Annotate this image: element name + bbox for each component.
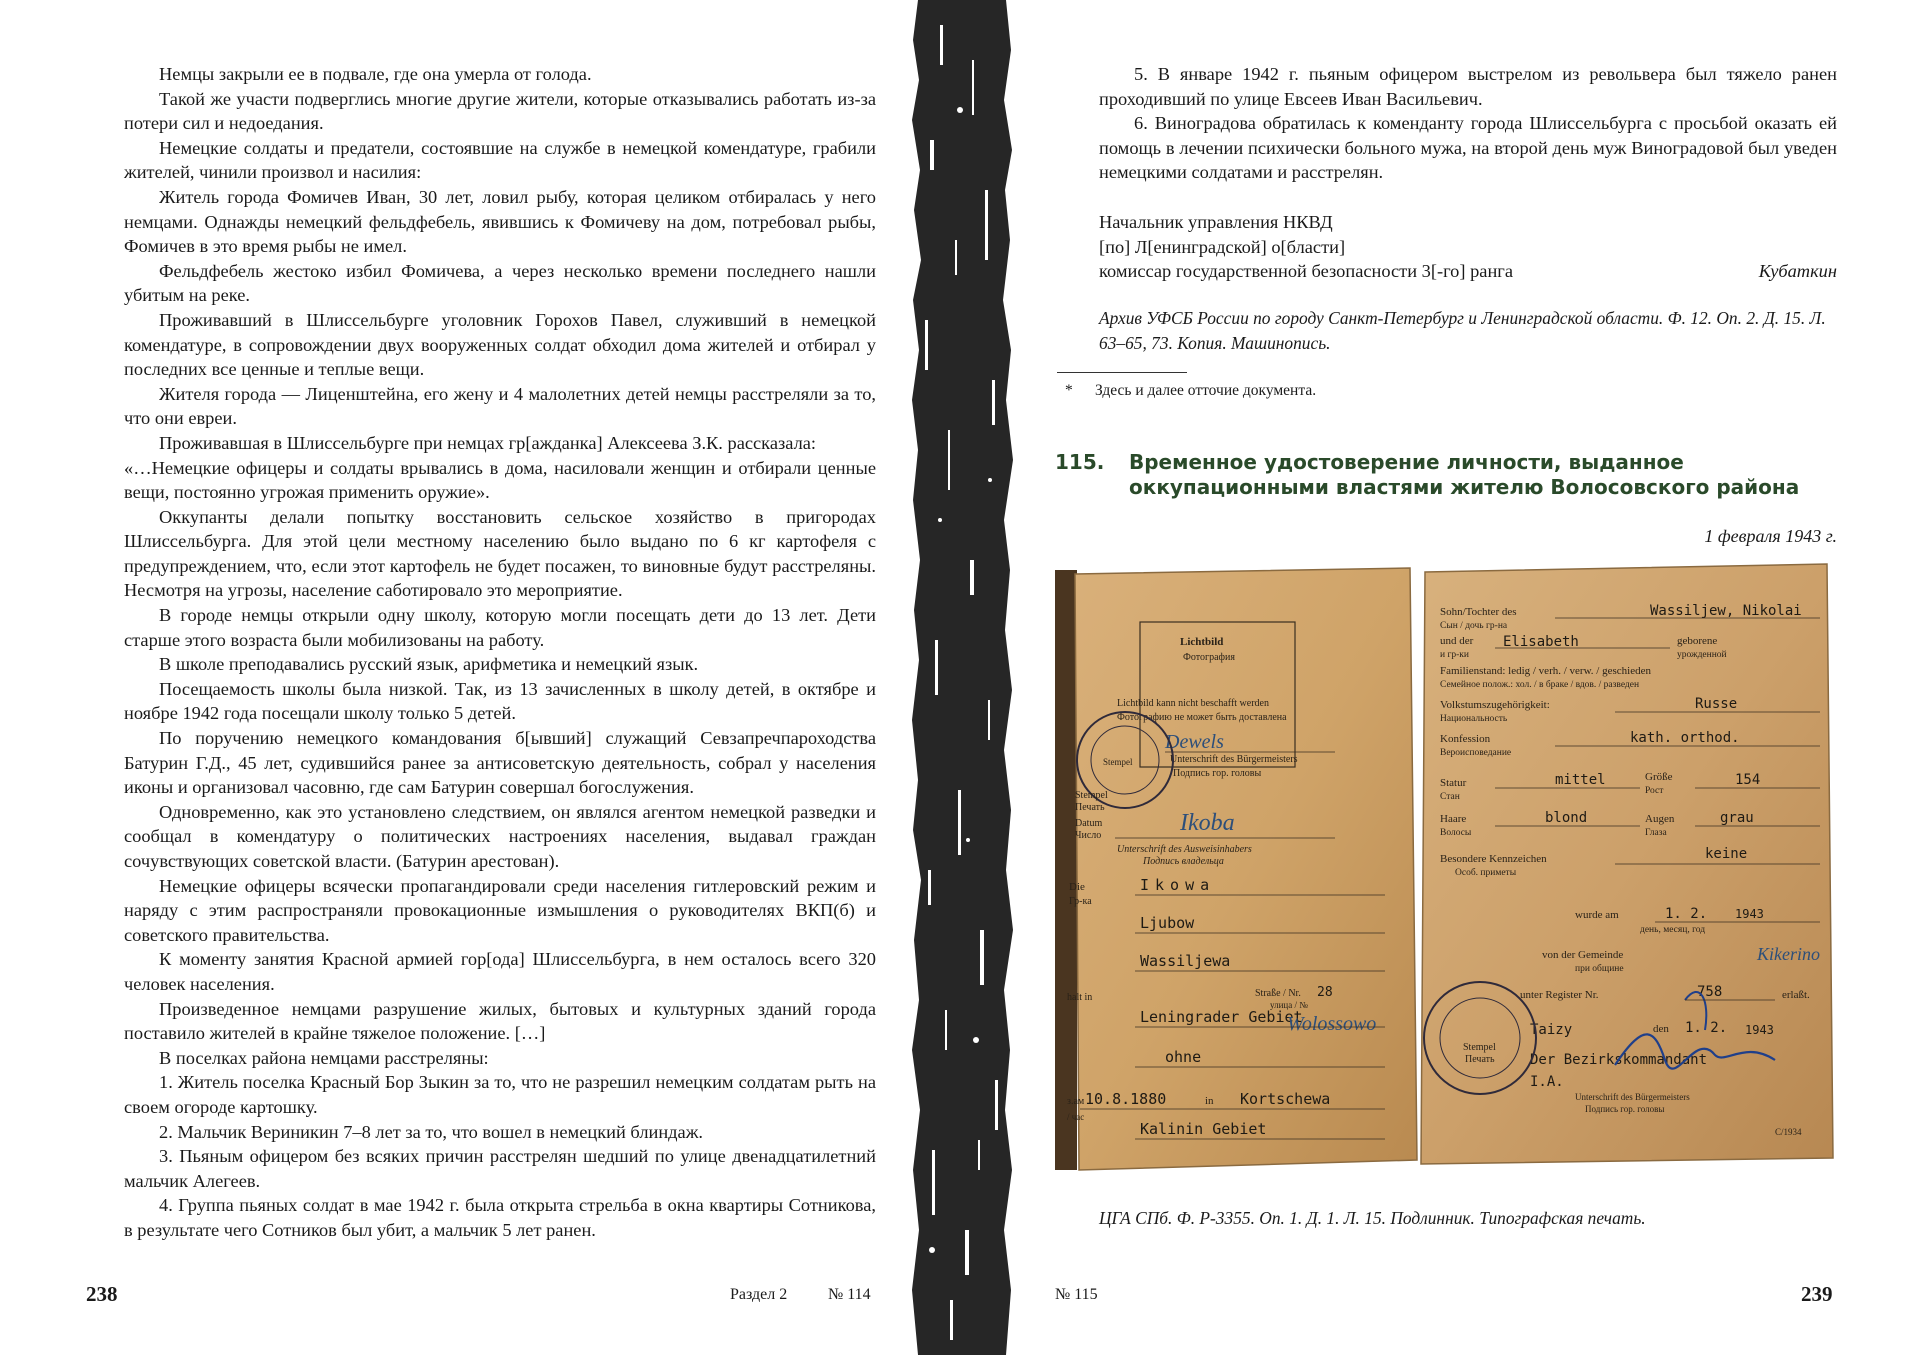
house-number: 28 bbox=[1317, 985, 1333, 1000]
district-handwritten: Wolossowo bbox=[1287, 1013, 1377, 1035]
height-label: Größe bbox=[1645, 771, 1673, 783]
born-label: geborene bbox=[1677, 635, 1718, 647]
build-value: mittel bbox=[1555, 772, 1606, 788]
side-label-1: halt in bbox=[1067, 992, 1093, 1003]
document-title: Временное удостоверение личности, выданное оккупационными властями жителю Волосовского района bbox=[1129, 450, 1800, 499]
build-label-ru: Стан bbox=[1440, 792, 1460, 802]
holder-first-name: Ljubow bbox=[1140, 914, 1195, 932]
street-label-ru: улица / № bbox=[1270, 1000, 1308, 1010]
height-value: 154 bbox=[1735, 772, 1761, 788]
left-paragraph: В городе немцы открыли одну школу, которую могли посещать дети до 13 лет. Дети старше этого возраста были мобилизованы на работу. bbox=[124, 605, 876, 650]
photo-caption: ЦГА СПб. Ф. Р-3355. Оп. 1. Д. 1. Л. 15. Подлинник. Типографская печать. bbox=[1099, 1208, 1646, 1228]
left-paragraph: 4. Группа пьяных солдат в мае 1942 г. была открыта стрельба в окна квартиры Сотникова, в результате чего Сотников был убит, а мальчик 5 лет ранен. bbox=[124, 1195, 876, 1240]
left-paragraph: Немецкие солдаты и предатели, состоявшие на службе в немецкой комендатуре, грабили жителей, чинили произвол и насилия: bbox=[124, 137, 876, 183]
notice-de: Lichtbild kann nicht beschafft werden bbox=[1117, 698, 1269, 709]
signature-name: Кубаткин bbox=[1758, 261, 1837, 282]
issue-date-2: 1. 2. bbox=[1685, 1020, 1728, 1036]
holder-surname: Ikowa bbox=[1140, 876, 1216, 894]
left-paragraph: Фельдфебель жестоко избил Фомичева, а через несколько времени последнего нашли убитым на реке. bbox=[124, 260, 876, 306]
marks-label-ru: Особ. приметы bbox=[1455, 868, 1517, 878]
stamp-de-left: Stempel bbox=[1075, 790, 1108, 801]
and-label-ru: и гр-ки bbox=[1440, 650, 1469, 660]
height-label-ru: Рост bbox=[1645, 786, 1664, 796]
ethnicity-value: Russe bbox=[1695, 696, 1738, 712]
signature-line-2: [по] Л[енинградской] о[бласти] bbox=[1099, 236, 1346, 257]
left-paragraph: Проживавший в Шлиссельбурге уголовник Горохов Павел, служивший в немецкой комендатуре, в сопровождении двух вооруженных солдат обходил дома жителей и отбирал у последних все ценные и теплые вещи. bbox=[124, 309, 876, 380]
eyes-label: Augen bbox=[1645, 813, 1675, 825]
left-paragraph: 3. Пьяным офицером без всяких причин расстрелян шедший по улице двенадцатилетний мальчик Алегеев. bbox=[124, 1146, 876, 1191]
community-handwritten: Kikerino bbox=[1757, 944, 1820, 964]
mother-name: Elisabeth bbox=[1503, 634, 1579, 650]
archive-note: Архив УФСБ России по городу Санкт-Петербург и Ленинградской области. Ф. 12. Оп. 2. Д. 15. Л. 63–65, 73. Копия. Машинопись. bbox=[1099, 308, 1826, 353]
left-paragraph: «…Немецкие офицеры и солдаты врывались в дома, насиловали женщин и отбирали ценные вещи, постоянно угрожая применить оружие». bbox=[124, 457, 876, 503]
left-paragraph: По поручению немецкого командования б[ывший] служащий Севзапречпароходства Батурин Г.Д., 45 лет, судившийся ранее за антисоветскую деятельность, собрал у населения иконы и организовал часовню, где сам Батурин совершал богослужения. bbox=[124, 728, 876, 798]
left-paragraph: Житель города Фомичев Иван, 30 лет, ловил рыбу, которая целиком отбиралась у него немцами. Однажды немецкий фельдфебель, явившись к Фомичеву на дом, потребовал рыбы, Фомичев в это время рыбы не имел. bbox=[124, 186, 876, 257]
footnote-text: Здесь и далее отточие документа. bbox=[1095, 382, 1317, 399]
left-paragraph: К моменту занятия Красной армией гор[ода] Шлиссельбурга, в нем осталось всего 320 человек населения. bbox=[124, 949, 876, 994]
running-head-section: Раздел 2 bbox=[730, 1286, 788, 1303]
left-paragraph: 2. Мальчик Вериникин 7–8 лет за то, что вошел в немецкий блиндаж. bbox=[159, 1121, 704, 1142]
photo-box-label-ru: Фотография bbox=[1183, 652, 1235, 663]
document-date: 1 февраля 1943 г. bbox=[1704, 526, 1837, 546]
and-label: und der bbox=[1440, 635, 1474, 647]
id-card-photo bbox=[1055, 560, 1840, 1175]
running-head-doc-ref: № 114 bbox=[828, 1286, 871, 1303]
religion-label: Konfession bbox=[1440, 733, 1491, 745]
district: Leningrader Gebiet bbox=[1140, 1008, 1303, 1026]
date-ru-left: Число bbox=[1075, 830, 1102, 841]
left-paragraph: Немецкие офицеры всячески пропагандировали среди населения гитлеровский режим и наряду с этим распространяли провокационные измышления о руководителях ВКП(б) и советского правительства. bbox=[124, 875, 876, 945]
left-paragraph: Произведенное немцами разрушение жилых, бытовых и культурных зданий города поставило жителей в крайне тяжелое положение. […] bbox=[124, 998, 876, 1044]
footnote-rule bbox=[1057, 372, 1187, 373]
left-body-text bbox=[124, 62, 876, 1243]
community-label-ru: при общине bbox=[1575, 964, 1624, 974]
eyes-value: grau bbox=[1720, 810, 1754, 826]
running-head-doc-ref-right: № 115 bbox=[1055, 1286, 1098, 1303]
born-label-ru: урожденной bbox=[1677, 650, 1727, 660]
side-label-3: / час bbox=[1067, 1112, 1085, 1122]
father-name: Wassiljew, Nikolai bbox=[1650, 603, 1802, 619]
issuer-line-2: I.A. bbox=[1530, 1074, 1564, 1090]
signature-line-1: Начальник управления НКВД bbox=[1099, 212, 1333, 232]
hair-value: blond bbox=[1545, 810, 1588, 826]
page-number-left: 238 bbox=[86, 1282, 118, 1306]
ethnicity-label-ru: Национальность bbox=[1440, 714, 1508, 724]
stamp-ru-left: Печать bbox=[1075, 802, 1105, 813]
birth-place: Kortschewa bbox=[1240, 1090, 1331, 1108]
birth-in-label: in bbox=[1205, 1095, 1214, 1107]
left-paragraph: Оккупанты делали попытку восстановить сельское хозяйство в пригородах Шлиссельбурга. Для этой цели местному населению было выдано по 6 кг картофеля с предупреждением, что, если этот картофель не будет посажен, то виновные будут расстреляны. Несмотря на угрозы, население саботировало это мероприятие. bbox=[124, 506, 876, 601]
stamp-ru-right: Печать bbox=[1465, 1054, 1495, 1065]
issuer-line-1: Der Bezirkskommandant bbox=[1530, 1052, 1708, 1068]
hair-label: Haare bbox=[1440, 813, 1467, 825]
register-label: unter Register Nr. bbox=[1520, 989, 1599, 1001]
religion-label-ru: Вероисповедание bbox=[1440, 748, 1512, 758]
marks-value: keine bbox=[1705, 846, 1748, 862]
community-label: von der Gemeinde bbox=[1542, 949, 1624, 961]
issued-year: 1943 bbox=[1735, 907, 1764, 921]
label-die: Die bbox=[1069, 881, 1085, 893]
issuer-sig-de: Unterschrift des Bürgermeisters bbox=[1575, 1092, 1690, 1102]
notice-ru: Фотографию не может быть доставлена bbox=[1117, 712, 1287, 723]
right-paragraph: 5. В январе 1942 г. пьяным офицером выстрелом из револьвера был тяжело ранен проходивший по улице Евсеев Иван Васильевич. bbox=[1099, 64, 1837, 109]
left-paragraph: В поселках района немцами расстреляны: bbox=[159, 1047, 489, 1068]
left-paragraph: Немцы закрыли ее в подвале, где она умерла от голода. bbox=[159, 64, 592, 84]
erlasst-label: erlaßt. bbox=[1782, 989, 1810, 1001]
label-die-ru: Гр-ка bbox=[1069, 896, 1092, 907]
left-paragraph: Жителя города — Лиценштейна, его жену и 4 малолетних детей немцы расстреляли за то, что они евреи. bbox=[124, 383, 876, 429]
ethnicity-label: Volkstumszugehörigkeit: bbox=[1440, 699, 1550, 711]
family-label: Familienstand: ledig / verh. / verw. / geschieden bbox=[1440, 665, 1651, 677]
form-number: C/1934 bbox=[1775, 1127, 1802, 1137]
mayor-sig-de: Unterschrift des Bürgermeisters bbox=[1170, 754, 1298, 765]
family-label-ru: Семейное полож.: хол. / в браке / вдов. / разведен bbox=[1440, 680, 1640, 690]
religion-value: kath. orthod. bbox=[1630, 730, 1740, 746]
issued-label: wurde am bbox=[1575, 909, 1619, 921]
signature-line-3: комиссар государственной безопасности 3[-го] ранга bbox=[1099, 261, 1514, 282]
den-label: den bbox=[1653, 1023, 1669, 1035]
occupation: ohne bbox=[1165, 1048, 1202, 1066]
stamp-de-right: Stempel bbox=[1463, 1042, 1496, 1053]
stamp-label-left: Stempel bbox=[1103, 757, 1133, 767]
left-page bbox=[0, 0, 910, 1355]
register-number: 758 bbox=[1697, 984, 1723, 1000]
footnote bbox=[1065, 382, 1316, 400]
photo-box-label-de: Lichtbild bbox=[1180, 636, 1224, 648]
issue-town: Taizy bbox=[1530, 1022, 1573, 1038]
holder-patronymic: Wassiljewa bbox=[1140, 952, 1231, 970]
svg-text:Dewels: Dewels bbox=[1165, 731, 1224, 753]
svg-text:Ikoba: Ikoba bbox=[1180, 810, 1235, 836]
left-paragraph: Посещаемость школы была низкой. Так, из 13 зачисленных в школу детей, в октябре и ноябре 1942 года посещали школу только 5 детей. bbox=[124, 678, 876, 724]
hair-label-ru: Волосы bbox=[1440, 828, 1472, 838]
page-number-right: 239 bbox=[1801, 1282, 1833, 1306]
right-page bbox=[1015, 0, 1920, 1355]
street-label: Straße / Nr. bbox=[1255, 988, 1301, 999]
issued-label-ru: день, месяц, год bbox=[1640, 925, 1706, 935]
eyes-label-ru: Глаза bbox=[1645, 828, 1667, 838]
child-label-ru: Сын / дочь гр-на bbox=[1440, 621, 1508, 631]
footnote-mark: * bbox=[1065, 382, 1073, 399]
torn-gutter-decoration bbox=[910, 0, 1015, 1355]
left-paragraph: 1. Житель поселка Красный Бор Зыкин за то, что не разрешил немецким солдатам рыть на своем огороде картошку. bbox=[124, 1072, 876, 1117]
marks-label: Besondere Kennzeichen bbox=[1440, 853, 1547, 865]
left-paragraph: Одновременно, как это установлено следствием, он являлся агентом немецкой разведки и сообщал в комендатуру о политических настроениях населения, выдавал граждан сочувствующих советской власти. (Батурин арестован). bbox=[124, 801, 876, 871]
right-body-text bbox=[1099, 62, 1837, 185]
left-paragraph: Проживавшая в Шлиссельбурге при немцах гр[ажданка] Алексеева З.К. рассказала: bbox=[159, 432, 817, 453]
signature-block bbox=[1099, 210, 1837, 284]
left-paragraph: Такой же участи подверглись многие другие жители, которые отказывались работать из-за потери сил и недоедания. bbox=[124, 88, 876, 134]
side-label-2: з.ам bbox=[1067, 1096, 1085, 1107]
card-spine bbox=[1055, 570, 1077, 1170]
mayor-sig-ru: Подпись гор. головы bbox=[1173, 768, 1262, 779]
holder-sig-de: Unterschrift des Ausweisinhabers bbox=[1117, 844, 1252, 855]
holder-sig-ru: Подпись владельца bbox=[1143, 856, 1224, 867]
document-number: 115. bbox=[1055, 450, 1105, 474]
issued-date: 1. 2. bbox=[1665, 906, 1708, 922]
build-label: Statur bbox=[1440, 777, 1467, 789]
date-de-left: Datum bbox=[1075, 818, 1103, 829]
birth-region: Kalinin Gebiet bbox=[1140, 1120, 1267, 1138]
issue-year-2: 1943 bbox=[1745, 1023, 1774, 1037]
birth-date: 10.8.1880 bbox=[1085, 1090, 1167, 1108]
right-paragraph: 6. Виноградова обратилась к коменданту города Шлиссельбурга с просьбой оказать ей помощь в лечении психически больного мужа, на второй день муж Виноградовой был уведен немецкими солдатами и расстрелян. bbox=[1099, 113, 1837, 183]
issuer-sig-ru: Подпись гор. головы bbox=[1585, 1104, 1665, 1114]
child-label: Sohn/Tochter des bbox=[1440, 606, 1517, 618]
left-paragraph: В школе преподавались русский язык, арифметика и немецкий язык. bbox=[159, 654, 699, 675]
